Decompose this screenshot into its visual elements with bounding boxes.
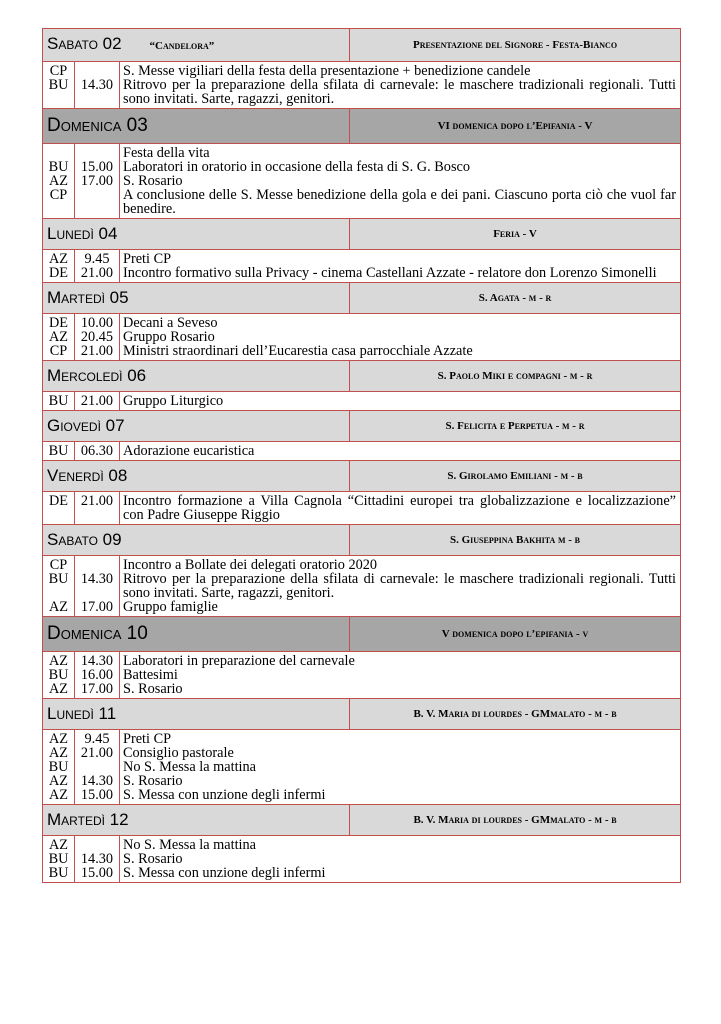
event-parish-code: AZ	[48, 773, 69, 789]
time-column	[75, 62, 120, 109]
day-title: Martedì 05	[47, 288, 129, 307]
event-parish-code: DE	[48, 265, 69, 281]
event-time: 06.30	[80, 443, 114, 459]
parish-code-column	[43, 556, 75, 617]
description-column	[120, 250, 681, 283]
event-description: S. Rosario	[123, 173, 183, 189]
time-column	[75, 392, 120, 411]
event-description: Preti CP	[123, 731, 172, 747]
event-description: S. Messa con unzione degli infermi	[123, 787, 326, 803]
day-title: Domenica 03	[47, 115, 148, 136]
event-time	[75, 64, 119, 78]
event-description: No S. Messa la mattina	[123, 759, 257, 775]
event-description: Laboratori in preparazione del carnevale	[123, 653, 355, 669]
event-parish-code: BU	[48, 77, 69, 93]
event-parish-code: CP	[49, 63, 68, 79]
event-parish-code: AZ	[48, 681, 69, 697]
day-title-cell	[43, 411, 350, 442]
event-parish-code: DE	[48, 315, 69, 331]
day-header-row	[43, 805, 681, 836]
day-title: Lunedì 11	[47, 704, 117, 723]
event-time: 16.00	[80, 667, 114, 683]
event-description: Ministri straordinari dell’Eucarestia casa parrocchiale Azzate	[123, 343, 473, 359]
event-time: 14.30	[80, 571, 114, 587]
liturgy-label: B. V. Maria di lourdes - GMmalato - m - b	[350, 805, 681, 836]
day-header-row	[43, 699, 681, 730]
event-time: 17.00	[80, 173, 114, 189]
event-time: 10.00	[80, 315, 114, 331]
event-parish-code	[43, 146, 74, 160]
event-description: S. Rosario	[123, 681, 183, 697]
event-time: 14.30	[80, 653, 114, 669]
event-description: Incontro formazione a Villa Cagnola “Cittadini europei tra globalizzazione e localizzazione” con Padre Giuseppe Riggio	[123, 493, 677, 523]
events-row	[43, 442, 681, 461]
time-column	[75, 836, 120, 883]
event-description: S. Rosario	[123, 851, 183, 867]
event-time	[75, 838, 119, 852]
events-row	[43, 250, 681, 283]
event-parish-code: AZ	[48, 599, 69, 615]
time-column	[75, 442, 120, 461]
parish-code-column	[43, 62, 75, 109]
event-description: Laboratori in oratorio in occasione della festa di S. G. Bosco	[123, 159, 470, 175]
event-time: 14.30	[80, 851, 114, 867]
event-time: 21.00	[80, 393, 114, 409]
day-title-cell	[43, 283, 350, 314]
event-description: Incontro formativo sulla Privacy - cinema Castellani Azzate - relatore don Lorenzo Simonelli	[123, 265, 657, 281]
event-description: S. Messa con unzione degli infermi	[123, 865, 326, 881]
time-column	[75, 144, 120, 219]
events-row	[43, 314, 681, 361]
liturgy-label: VI domenica dopo l’Epifania - V	[350, 109, 681, 144]
time-column	[75, 652, 120, 699]
events-row	[43, 730, 681, 805]
event-time: 9.45	[84, 731, 110, 747]
event-parish-code: DE	[48, 493, 69, 509]
events-row	[43, 556, 681, 617]
liturgy-label: Presentazione del Signore - Festa-Bianco	[350, 29, 681, 62]
events-row	[43, 392, 681, 411]
day-header-row	[43, 617, 681, 652]
day-title: Mercoledì 06	[47, 366, 147, 385]
liturgy-label: S. Agata - m - r	[350, 283, 681, 314]
event-time: 15.00	[80, 159, 114, 175]
event-description: Gruppo Rosario	[123, 329, 215, 345]
event-parish-code: BU	[48, 393, 69, 409]
event-description: S. Messe vigiliari della festa della presentazione + benedizione candele	[123, 63, 531, 79]
parish-code-column	[43, 652, 75, 699]
event-time	[75, 558, 119, 572]
event-parish-code: AZ	[48, 173, 69, 189]
events-row	[43, 652, 681, 699]
event-time: 21.00	[80, 343, 114, 359]
day-header-row	[43, 109, 681, 144]
day-title-cell	[43, 805, 350, 836]
event-parish-code: CP	[49, 557, 68, 573]
day-header-row	[43, 525, 681, 556]
parish-calendar-table	[42, 28, 681, 883]
event-description: Festa della vita	[123, 145, 210, 161]
events-row	[43, 492, 681, 525]
event-parish-code: BU	[48, 851, 69, 867]
event-parish-code: AZ	[48, 251, 69, 267]
event-time: 21.00	[80, 745, 114, 761]
parish-code-column	[43, 730, 75, 805]
parish-code-column	[43, 144, 75, 219]
liturgy-label: S. Paolo Miki e compagni - m - r	[350, 361, 681, 392]
time-column	[75, 314, 120, 361]
parish-code-column	[43, 836, 75, 883]
event-description: Ritrovo per la preparazione della sfilata di carnevale: le maschere tradizionali regionali. Tutti sono invitati. Sarte, ragazzi, genitori.	[123, 77, 677, 107]
event-parish-code: BU	[48, 865, 69, 881]
day-title-cell	[43, 219, 350, 250]
event-description: A conclusione delle S. Messe benedizione della gola e dei pani. Ciascuno porta ciò che vuol far benedire.	[123, 187, 677, 217]
time-column	[75, 730, 120, 805]
event-time: 20.45	[80, 329, 114, 345]
day-note: “Candelora”	[149, 40, 215, 52]
description-column	[120, 730, 681, 805]
event-time: 17.00	[80, 599, 114, 615]
event-description: Decani a Seveso	[123, 315, 218, 331]
liturgy-label: V domenica dopo l’epifania - v	[350, 617, 681, 652]
day-title-cell	[43, 525, 350, 556]
day-title: Domenica 10	[47, 623, 148, 644]
event-description: Battesimi	[123, 667, 178, 683]
event-description: Gruppo Liturgico	[123, 393, 224, 409]
day-header-row	[43, 219, 681, 250]
parish-code-column	[43, 250, 75, 283]
liturgy-label: S. Giuseppina Bakhita m - b	[350, 525, 681, 556]
event-time: 21.00	[80, 493, 114, 509]
description-column	[120, 492, 681, 525]
day-title: Sabato 09	[47, 530, 122, 549]
description-column	[120, 442, 681, 461]
events-row	[43, 62, 681, 109]
event-parish-code: AZ	[48, 653, 69, 669]
day-title-cell	[43, 361, 350, 392]
event-parish-code: AZ	[48, 745, 69, 761]
day-header-row	[43, 411, 681, 442]
event-description: Preti CP	[123, 251, 172, 267]
day-title: Sabato 02	[47, 34, 122, 53]
day-title: Giovedì 07	[47, 416, 125, 435]
description-column	[120, 314, 681, 361]
day-title: Lunedì 04	[47, 224, 118, 243]
event-time: 17.00	[80, 681, 114, 697]
description-column	[120, 144, 681, 219]
event-description: Ritrovo per la preparazione della sfilata di carnevale: le maschere tradizionali regionali. Tutti sono invitati. Sarte, ragazzi, genitori.	[123, 571, 677, 601]
day-title-cell	[43, 461, 350, 492]
description-column	[120, 652, 681, 699]
day-title-cell	[43, 699, 350, 730]
liturgy-label: B. V. Maria di lourdes - GMmalato - m - b	[350, 699, 681, 730]
event-time	[75, 760, 119, 774]
event-time	[75, 146, 119, 160]
day-title: Venerdì 08	[47, 466, 128, 485]
parish-code-column	[43, 442, 75, 461]
calendar-body	[43, 29, 681, 883]
events-row	[43, 144, 681, 219]
event-description: S. Rosario	[123, 773, 183, 789]
liturgy-label: S. Girolamo Emiliani - m - b	[350, 461, 681, 492]
event-parish-code: AZ	[48, 837, 69, 853]
event-parish-code: BU	[48, 667, 69, 683]
day-header-row	[43, 461, 681, 492]
event-parish-code: AZ	[48, 731, 69, 747]
event-time: 15.00	[80, 865, 114, 881]
event-description: Gruppo famiglie	[123, 599, 218, 615]
description-column	[120, 556, 681, 617]
event-description: Incontro a Bollate dei delegati oratorio 2020	[123, 557, 378, 573]
time-column	[75, 250, 120, 283]
day-title-cell	[43, 109, 350, 144]
event-time: 9.45	[84, 251, 110, 267]
event-time: 14.30	[80, 773, 114, 789]
day-title: Martedì 12	[47, 810, 129, 829]
parish-code-column	[43, 392, 75, 411]
event-parish-code: BU	[48, 759, 69, 775]
event-parish-code: CP	[49, 187, 68, 203]
description-column	[120, 836, 681, 883]
liturgy-label: S. Felicita e Perpetua - m - r	[350, 411, 681, 442]
parish-code-column	[43, 314, 75, 361]
event-description: No S. Messa la mattina	[123, 837, 257, 853]
description-column	[120, 392, 681, 411]
event-description: Adorazione eucaristica	[123, 443, 255, 459]
event-parish-code: AZ	[48, 787, 69, 803]
parish-code-column	[43, 492, 75, 525]
day-header-row	[43, 283, 681, 314]
time-column	[75, 556, 120, 617]
event-time: 14.30	[80, 77, 114, 93]
description-column	[120, 62, 681, 109]
event-parish-code: BU	[48, 443, 69, 459]
event-parish-code: AZ	[48, 329, 69, 345]
event-description: Consiglio pastorale	[123, 745, 234, 761]
day-title-cell	[43, 617, 350, 652]
event-time: 21.00	[80, 265, 114, 281]
event-time	[75, 188, 119, 216]
event-parish-code: CP	[49, 343, 68, 359]
event-time: 15.00	[80, 787, 114, 803]
event-parish-code: BU	[48, 571, 69, 587]
day-header-row	[43, 361, 681, 392]
day-title-cell	[43, 29, 350, 62]
liturgy-label: Feria - V	[350, 219, 681, 250]
events-row	[43, 836, 681, 883]
event-parish-code: BU	[48, 159, 69, 175]
day-header-row	[43, 29, 681, 62]
time-column	[75, 492, 120, 525]
